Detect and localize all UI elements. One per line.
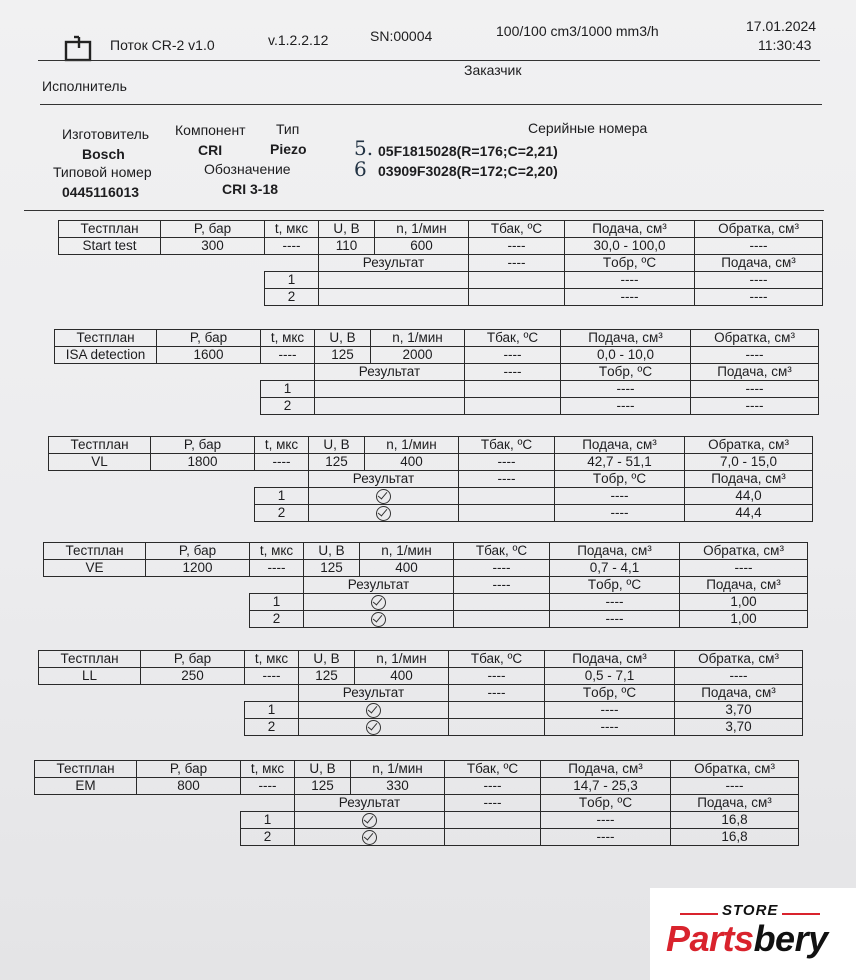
serial-mark-2: 6: [354, 157, 367, 181]
report-time: 11:30:43: [758, 37, 812, 53]
col-header-u: U, В: [309, 437, 365, 454]
component-value: CRI: [198, 142, 223, 158]
col-header-u: U, В: [315, 330, 371, 347]
blank: [241, 795, 295, 812]
feed-range: 42,7 - 51,1: [555, 454, 685, 471]
test-table-0: [58, 220, 823, 306]
feed-measured: 3,70: [675, 702, 803, 719]
time: ----: [241, 778, 295, 795]
pressure: 800: [137, 778, 241, 795]
blank: [35, 795, 137, 812]
return-temp: ----: [555, 505, 685, 522]
testplan-name: VE: [44, 560, 146, 577]
col-header-result: Результат: [309, 471, 459, 488]
blank: [39, 702, 141, 719]
return-range: ----: [680, 560, 808, 577]
blank: [465, 381, 561, 398]
col-header-n: n, 1/мин: [371, 330, 465, 347]
injector-index: 1: [245, 702, 299, 719]
tank-temp: ----: [459, 454, 555, 471]
time: ----: [255, 454, 309, 471]
col-header-feed: Подача, см³: [555, 437, 685, 454]
col-header-p: P, бар: [137, 761, 241, 778]
tank-temp: ----: [469, 238, 565, 255]
testplan-name: EM: [35, 778, 137, 795]
col-header-tobr: Tобр, ºC: [555, 471, 685, 488]
program-name: Поток CR-2 v1.0: [110, 37, 215, 53]
col-header-result: Результат: [299, 685, 449, 702]
blank: [141, 719, 245, 736]
serial-number: SN:00004: [370, 28, 433, 44]
test-table-4: [38, 650, 803, 736]
logo-line-left: [680, 913, 718, 915]
col-header-t: t, мкс: [241, 761, 295, 778]
injector-index: 1: [250, 594, 304, 611]
return-range: 7,0 - 15,0: [685, 454, 813, 471]
result-status: [315, 398, 465, 415]
check-circle-icon: [376, 506, 391, 521]
type-label: Тип: [276, 121, 300, 137]
serial-1: 05F1815028(R=176;C=2,21): [378, 143, 558, 159]
blank: [161, 272, 265, 289]
injector-index: 2: [265, 289, 319, 306]
type-value: Piezo: [270, 141, 307, 157]
col-header-tbak: Tбак, ºC: [454, 543, 550, 560]
blank: [49, 505, 151, 522]
result-placeholder: ----: [445, 795, 541, 812]
result-placeholder: ----: [454, 577, 550, 594]
blank: [137, 795, 241, 812]
blank: [49, 471, 151, 488]
col-header-result: Результат: [319, 255, 469, 272]
manufacturer-label: Изготовитель: [62, 126, 150, 142]
blank: [255, 471, 309, 488]
type-number-value: 0445116013: [62, 184, 140, 200]
blank: [265, 255, 319, 272]
program-logo-icon: [64, 34, 94, 67]
feed-measured: 1,00: [680, 611, 808, 628]
feed-measured: 16,8: [671, 812, 799, 829]
col-header-feed-result: Подача, см³: [671, 795, 799, 812]
col-header-n: n, 1/мин: [351, 761, 445, 778]
col-header-feed: Подача, см³: [565, 221, 695, 238]
blank: [469, 272, 565, 289]
test-table-5: [34, 760, 799, 846]
col-header-feed: Подача, см³: [561, 330, 691, 347]
tank-temp: ----: [454, 560, 550, 577]
result-status: [304, 594, 454, 611]
injector-index: 2: [255, 505, 309, 522]
blank: [146, 594, 250, 611]
col-header-return: Обратка, см³: [680, 543, 808, 560]
test-table-3: [43, 542, 808, 628]
col-header-testplan: Тестплан: [55, 330, 157, 347]
component-label: Компонент: [175, 122, 246, 138]
pressure: 250: [141, 668, 245, 685]
blank: [55, 364, 157, 381]
feed-measured: 44,4: [685, 505, 813, 522]
col-header-tobr: Tобр, ºC: [550, 577, 680, 594]
col-header-feed-result: Подача, см³: [680, 577, 808, 594]
result-status: [309, 488, 459, 505]
report-date: 17.01.2024: [746, 18, 817, 34]
speed: 330: [351, 778, 445, 795]
return-range: ----: [695, 238, 823, 255]
result-placeholder: ----: [459, 471, 555, 488]
serials-label: Серийные номера: [528, 120, 648, 136]
result-status: [315, 381, 465, 398]
result-status: [299, 719, 449, 736]
col-header-feed: Подача, см³: [541, 761, 671, 778]
voltage: 125: [295, 778, 351, 795]
voltage: 125: [309, 454, 365, 471]
feed-range: 30,0 - 100,0: [565, 238, 695, 255]
col-header-t: t, мкс: [245, 651, 299, 668]
col-header-tobr: Tобр, ºC: [541, 795, 671, 812]
check-circle-icon: [362, 830, 377, 845]
injector-index: 2: [261, 398, 315, 415]
col-header-u: U, В: [319, 221, 375, 238]
blank: [55, 381, 157, 398]
testplan-name: ISA detection: [55, 347, 157, 364]
blank: [465, 398, 561, 415]
tank-temp: ----: [449, 668, 545, 685]
injector-index: 1: [255, 488, 309, 505]
tank-temp: ----: [465, 347, 561, 364]
serial-2: 03909F3028(R=172;C=2,20): [378, 163, 558, 179]
blank: [161, 255, 265, 272]
speed: 400: [355, 668, 449, 685]
time: ----: [245, 668, 299, 685]
col-header-testplan: Тестплан: [35, 761, 137, 778]
feed-range: 0,0 - 10,0: [561, 347, 691, 364]
return-temp: ----: [545, 702, 675, 719]
check-circle-icon: [371, 612, 386, 627]
blank: [146, 577, 250, 594]
blank: [151, 471, 255, 488]
result-placeholder: ----: [449, 685, 545, 702]
logo-store-text: STORE: [722, 902, 779, 919]
col-header-t: t, мкс: [250, 543, 304, 560]
blank: [44, 577, 146, 594]
blank: [39, 685, 141, 702]
testplan-name: VL: [49, 454, 151, 471]
type-number-label: Типовой номер: [53, 164, 152, 180]
col-header-result: Результат: [295, 795, 445, 812]
col-header-return: Обратка, см³: [695, 221, 823, 238]
col-header-t: t, мкс: [261, 330, 315, 347]
col-header-n: n, 1/мин: [360, 543, 454, 560]
col-header-p: P, бар: [151, 437, 255, 454]
col-header-n: n, 1/мин: [365, 437, 459, 454]
blank: [49, 488, 151, 505]
feed-measured: ----: [695, 272, 823, 289]
col-header-n: n, 1/мин: [355, 651, 449, 668]
return-temp: ----: [565, 289, 695, 306]
serial-mark-1: 5.: [354, 136, 374, 160]
feed-measured: 3,70: [675, 719, 803, 736]
logo-brand-b: bery: [753, 918, 828, 959]
col-header-result: Результат: [315, 364, 465, 381]
col-header-t: t, мкс: [265, 221, 319, 238]
blank: [454, 611, 550, 628]
result-status: [319, 289, 469, 306]
col-header-u: U, В: [295, 761, 351, 778]
return-range: ----: [671, 778, 799, 795]
col-header-tbak: Tбак, ºC: [449, 651, 545, 668]
col-header-tbak: Tбак, ºC: [445, 761, 541, 778]
blank: [445, 812, 541, 829]
col-header-testplan: Тестплан: [44, 543, 146, 560]
result-placeholder: ----: [469, 255, 565, 272]
check-circle-icon: [362, 813, 377, 828]
voltage: 125: [299, 668, 355, 685]
col-header-feed-result: Подача, см³: [675, 685, 803, 702]
col-header-feed-result: Подача, см³: [695, 255, 823, 272]
check-circle-icon: [371, 595, 386, 610]
injector-index: 2: [241, 829, 295, 846]
col-header-feed-result: Подача, см³: [691, 364, 819, 381]
col-header-p: P, бар: [157, 330, 261, 347]
col-header-u: U, В: [299, 651, 355, 668]
col-header-tbak: Tбак, ºC: [459, 437, 555, 454]
blank: [59, 255, 161, 272]
check-circle-icon: [366, 703, 381, 718]
return-range: ----: [675, 668, 803, 685]
blank: [59, 272, 161, 289]
return-temp: ----: [545, 719, 675, 736]
blank: [445, 829, 541, 846]
program-version: v.1.2.2.12: [268, 32, 329, 48]
speed: 400: [360, 560, 454, 577]
return-temp: ----: [550, 611, 680, 628]
feed-range: 0,7 - 4,1: [550, 560, 680, 577]
col-header-tobr: Tобр, ºC: [561, 364, 691, 381]
pressure: 1200: [146, 560, 250, 577]
voltage: 125: [304, 560, 360, 577]
blank: [55, 398, 157, 415]
blank: [137, 829, 241, 846]
injector-index: 1: [265, 272, 319, 289]
injector-index: 1: [241, 812, 295, 829]
col-header-p: P, бар: [161, 221, 265, 238]
logo-brand-a: Parts: [666, 918, 754, 959]
col-header-testplan: Тестплан: [49, 437, 151, 454]
blank: [157, 364, 261, 381]
test-table-1: [54, 329, 819, 415]
col-header-tobr: Tобр, ºC: [545, 685, 675, 702]
blank: [449, 702, 545, 719]
return-range: ----: [691, 347, 819, 364]
feed-range: 14,7 - 25,3: [541, 778, 671, 795]
col-header-p: P, бар: [141, 651, 245, 668]
return-temp: ----: [561, 398, 691, 415]
col-header-return: Обратка, см³: [675, 651, 803, 668]
col-header-t: t, мкс: [255, 437, 309, 454]
return-temp: ----: [561, 381, 691, 398]
col-header-feed: Подача, см³: [550, 543, 680, 560]
result-status: [295, 812, 445, 829]
manufacturer-value: Bosch: [82, 146, 125, 162]
feed-measured: ----: [691, 381, 819, 398]
voltage: 125: [315, 347, 371, 364]
logo-brand: [666, 918, 828, 960]
result-status: [319, 272, 469, 289]
blank: [449, 719, 545, 736]
col-header-return: Обратка, см³: [685, 437, 813, 454]
col-header-tbak: Tбак, ºC: [469, 221, 565, 238]
col-header-feed: Подача, см³: [545, 651, 675, 668]
pressure: 1600: [157, 347, 261, 364]
feed-measured: 44,0: [685, 488, 813, 505]
time: ----: [261, 347, 315, 364]
blank: [35, 812, 137, 829]
result-status: [295, 829, 445, 846]
col-header-return: Обратка, см³: [691, 330, 819, 347]
injector-index: 1: [261, 381, 315, 398]
result-status: [299, 702, 449, 719]
check-circle-icon: [366, 720, 381, 735]
blank: [469, 289, 565, 306]
blank: [157, 381, 261, 398]
blank: [44, 594, 146, 611]
blank: [141, 702, 245, 719]
col-header-return: Обратка, см³: [671, 761, 799, 778]
col-header-testplan: Тестплан: [59, 221, 161, 238]
designation-value: CRI 3-18: [222, 181, 279, 197]
speed: 600: [375, 238, 469, 255]
info-divider: [24, 210, 824, 211]
testplan-name: LL: [39, 668, 141, 685]
col-header-tobr: Tобр, ºC: [565, 255, 695, 272]
feed-measured: ----: [695, 289, 823, 306]
blank: [39, 719, 141, 736]
logo-line-right: [782, 913, 820, 915]
customer-label: Заказчик: [464, 62, 522, 78]
designation-label: Обозначение: [204, 161, 291, 177]
result-status: [304, 611, 454, 628]
blank: [459, 488, 555, 505]
blank: [245, 685, 299, 702]
feed-measured: ----: [691, 398, 819, 415]
col-header-n: n, 1/мин: [375, 221, 469, 238]
col-header-p: P, бар: [146, 543, 250, 560]
speed: 400: [365, 454, 459, 471]
feed-measured: 16,8: [671, 829, 799, 846]
result-placeholder: ----: [465, 364, 561, 381]
blank: [157, 398, 261, 415]
speed: 2000: [371, 347, 465, 364]
blank: [459, 505, 555, 522]
check-circle-icon: [376, 489, 391, 504]
blank: [250, 577, 304, 594]
col-header-u: U, В: [304, 543, 360, 560]
blank: [137, 812, 241, 829]
return-temp: ----: [555, 488, 685, 505]
header-divider: [38, 60, 820, 61]
return-temp: ----: [565, 272, 695, 289]
blank: [146, 611, 250, 628]
blank: [59, 289, 161, 306]
col-header-tbak: Tбак, ºC: [465, 330, 561, 347]
voltage: 110: [319, 238, 375, 255]
pressure: 300: [161, 238, 265, 255]
return-temp: ----: [550, 594, 680, 611]
blank: [161, 289, 265, 306]
feed-range: 0,5 - 7,1: [545, 668, 675, 685]
injector-index: 2: [245, 719, 299, 736]
injector-index: 2: [250, 611, 304, 628]
feed-measured: 1,00: [680, 594, 808, 611]
pressure: 1800: [151, 454, 255, 471]
blank: [151, 505, 255, 522]
executor-label: Исполнитель: [42, 78, 127, 94]
blank: [454, 594, 550, 611]
blank: [35, 829, 137, 846]
time: ----: [265, 238, 319, 255]
blank: [151, 488, 255, 505]
col-header-testplan: Тестплан: [39, 651, 141, 668]
units-info: 100/100 cm3/1000 mm3/h: [496, 23, 659, 39]
blank: [261, 364, 315, 381]
col-header-feed-result: Подача, см³: [685, 471, 813, 488]
blank: [141, 685, 245, 702]
test-table-2: [48, 436, 813, 522]
testplan-name: Start test: [59, 238, 161, 255]
return-temp: ----: [541, 812, 671, 829]
time: ----: [250, 560, 304, 577]
blank: [44, 611, 146, 628]
return-temp: ----: [541, 829, 671, 846]
result-status: [309, 505, 459, 522]
executor-divider: [40, 104, 822, 105]
tank-temp: ----: [445, 778, 541, 795]
col-header-result: Результат: [304, 577, 454, 594]
